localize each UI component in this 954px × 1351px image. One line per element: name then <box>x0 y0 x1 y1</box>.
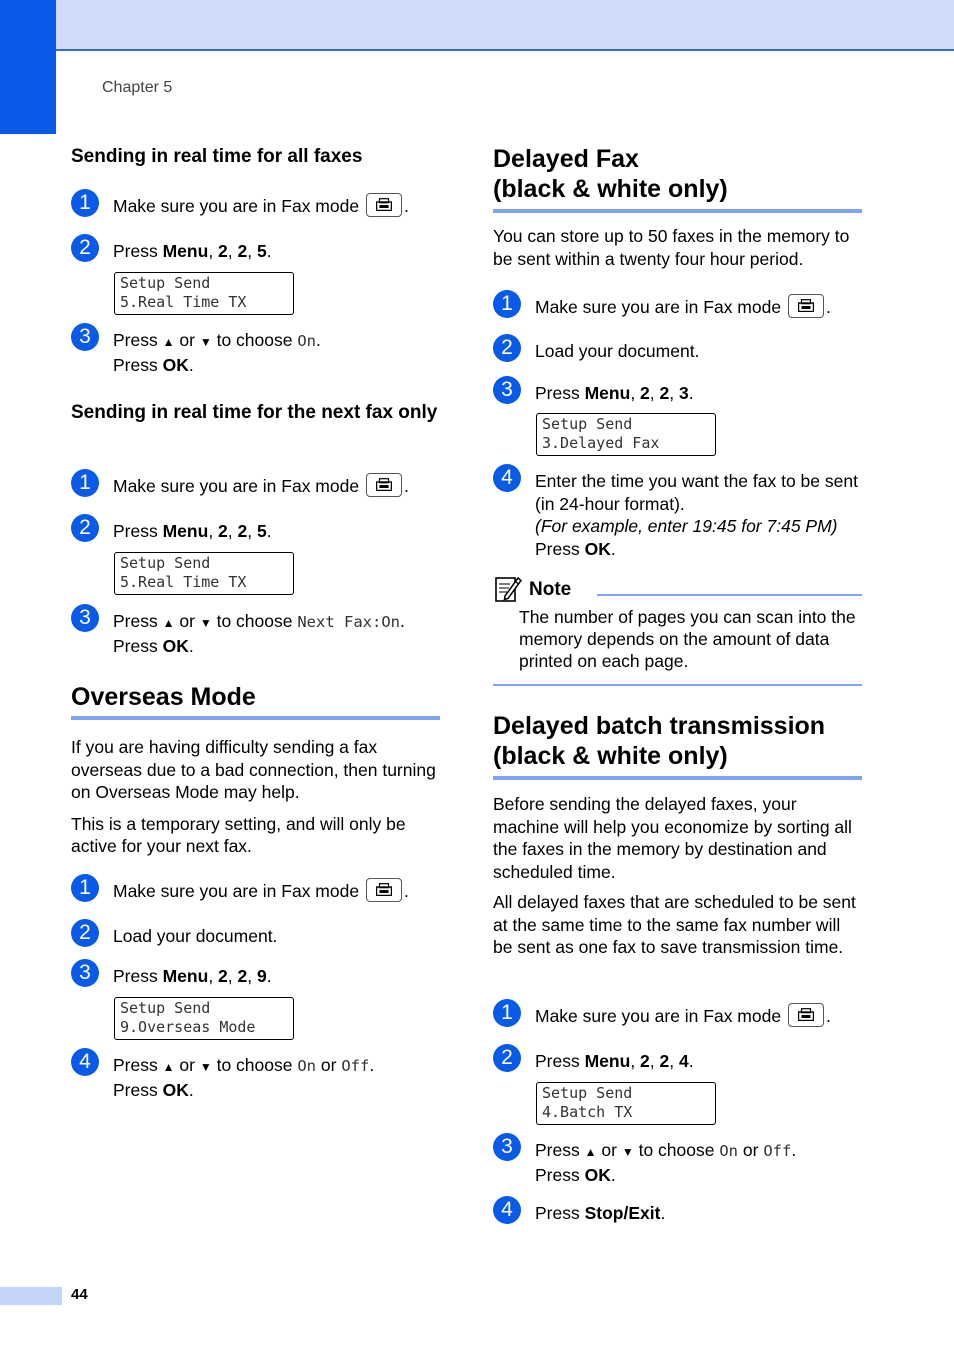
key-stop-exit: Stop/Exit <box>584 1203 661 1223</box>
page-number-bar <box>0 1287 62 1305</box>
section-heading: Delayed batch transmission (black & white only) <box>493 712 826 770</box>
step-number: 2 <box>493 1044 521 1072</box>
down-arrow-icon: ▼ <box>199 335 212 349</box>
paragraph: If you are having difficulty sending a fax overseas due to a bad connection, then turning on Overseas Mode may help. <box>71 737 436 802</box>
down-arrow-icon: ▼ <box>199 1060 212 1074</box>
key-ok: OK <box>584 538 611 559</box>
key-menu: Menu <box>584 383 631 403</box>
step-4: 4 Enter the time you want the fax to be sent (in 24-hour format). (For example, enter 19:45 for 7:45 PM) Press OK. <box>493 470 865 560</box>
lcd-display: Setup Send 9.Overseas Mode <box>114 997 294 1040</box>
step-4: 4 Press ▲ or ▼ to choose On or Off. Press OK. <box>71 1054 453 1101</box>
step-1: 1 Make sure you are in Fax mode . <box>71 475 443 499</box>
step-3: 3 Press ▲ or ▼ to choose On. Press OK. <box>71 329 453 376</box>
up-arrow-icon: ▲ <box>162 616 175 630</box>
fax-mode-button-icon <box>788 1003 824 1027</box>
paragraph: This is a temporary setting, and will only be active for your next fax. <box>71 813 406 856</box>
note-bottom-rule <box>493 684 862 686</box>
step-1: 1 Make sure you are in Fax mode . <box>493 1005 885 1029</box>
step-number: 3 <box>71 323 99 351</box>
heading-rule <box>71 716 440 720</box>
step-number: 4 <box>493 464 521 492</box>
step-3: 3 Press ▲ or ▼ to choose On or Off. Press OK. <box>493 1139 875 1186</box>
lcd-display: Setup Send 5.Real Time TX <box>114 552 294 595</box>
section-real-time-all <box>71 144 441 170</box>
down-arrow-icon: ▼ <box>199 616 212 630</box>
paragraph: Before sending the delayed faxes, your machine will help you economize by sorting all the faxes in the memory by destination and scheduled time. <box>493 794 852 882</box>
step-number: 3 <box>493 1133 521 1161</box>
step-2: 2 Load your document. <box>493 340 865 363</box>
step-2: 2 Press Menu, 2, 2, 5. <box>71 520 443 543</box>
fax-mode-button-icon <box>366 878 402 902</box>
step-text: Make sure you are in Fax mode <box>113 196 360 216</box>
header-bar <box>0 0 954 51</box>
key-menu: Menu <box>162 966 209 986</box>
step-4: 4 Press Stop/Exit. <box>493 1202 865 1225</box>
step-number: 4 <box>493 1196 521 1224</box>
section-overseas-mode <box>71 682 440 858</box>
page-number: 44 <box>71 1286 88 1303</box>
step-1: 1 Make sure you are in Fax mode . <box>71 880 443 904</box>
step-number: 1 <box>493 290 521 318</box>
key-ok: OK <box>162 354 189 375</box>
step-number: 3 <box>71 959 99 987</box>
fax-mode-button-icon <box>788 294 824 318</box>
step-number: 1 <box>71 189 99 217</box>
key-ok: OK <box>584 1164 611 1185</box>
note-body: The number of pages you can scan into the memory depends on the amount of data printed on each page. <box>519 607 856 671</box>
section-heading: Delayed Fax (black & white only) <box>493 145 728 203</box>
section-heading: Overseas Mode <box>71 683 256 711</box>
lcd-display: Setup Send 5.Real Time TX <box>114 272 294 315</box>
step-number: 2 <box>71 919 99 947</box>
step-2: 2 Press Menu, 2, 2, 4. <box>493 1050 865 1073</box>
step-2: 2 Load your document. <box>71 925 443 948</box>
down-arrow-icon: ▼ <box>621 1145 634 1159</box>
fax-mode-button-icon <box>366 473 402 497</box>
key-menu: Menu <box>584 1051 631 1071</box>
step-number: 1 <box>493 999 521 1027</box>
step-3: 3 Press Menu, 2, 2, 3. <box>493 382 865 405</box>
section-real-time-next <box>71 400 441 426</box>
step-number: 4 <box>71 1048 99 1076</box>
heading-rule <box>493 209 862 213</box>
up-arrow-icon: ▲ <box>162 1060 175 1074</box>
chapter-label: Chapter 5 <box>102 79 173 96</box>
lcd-display: Setup Send 3.Delayed Fax <box>536 413 716 456</box>
up-arrow-icon: ▲ <box>162 335 175 349</box>
step-number: 2 <box>71 234 99 262</box>
step-3: 3 Press ▲ or ▼ to choose Next Fax:On. Press OK. <box>71 610 488 657</box>
step-1: 1 Make sure you are in Fax mode . <box>493 296 885 320</box>
step-number: 2 <box>71 514 99 542</box>
step-number: 1 <box>71 469 99 497</box>
step-number: 3 <box>71 604 99 632</box>
note-title: Note <box>529 579 572 600</box>
section-heading: Sending in real time for all faxes <box>71 146 363 167</box>
section-delayed-batch <box>493 711 862 959</box>
note-box <box>493 574 862 686</box>
note-pencil-icon <box>493 574 523 609</box>
paragraph: You can store up to 50 faxes in the memory to be sent within a twenty four hour period. <box>493 226 850 269</box>
step-number: 3 <box>493 376 521 404</box>
section-delayed-fax <box>493 144 862 270</box>
step-number: 2 <box>493 334 521 362</box>
step-1: 1 Make sure you are in Fax mode . <box>71 195 443 219</box>
fax-mode-button-icon <box>366 193 402 217</box>
lcd-display: Setup Send 4.Batch TX <box>536 1082 716 1125</box>
paragraph: All delayed faxes that are scheduled to be sent at the same time to the same fax number will be sent as one fax to save transmission time. <box>493 892 856 957</box>
chapter-tab <box>0 0 56 134</box>
note-rule <box>597 594 862 596</box>
key-ok: OK <box>162 1079 189 1100</box>
step-2: 2 Press Menu, 2, 2, 5. <box>71 240 443 263</box>
key-ok: OK <box>162 635 189 656</box>
step-number: 1 <box>71 874 99 902</box>
section-heading: Sending in real time for the next fax only <box>71 402 438 423</box>
key-menu: Menu <box>162 241 209 261</box>
key-menu: Menu <box>162 521 209 541</box>
heading-rule <box>493 776 862 780</box>
up-arrow-icon: ▲ <box>584 1145 597 1159</box>
step-3: 3 Press Menu, 2, 2, 9. <box>71 965 443 988</box>
